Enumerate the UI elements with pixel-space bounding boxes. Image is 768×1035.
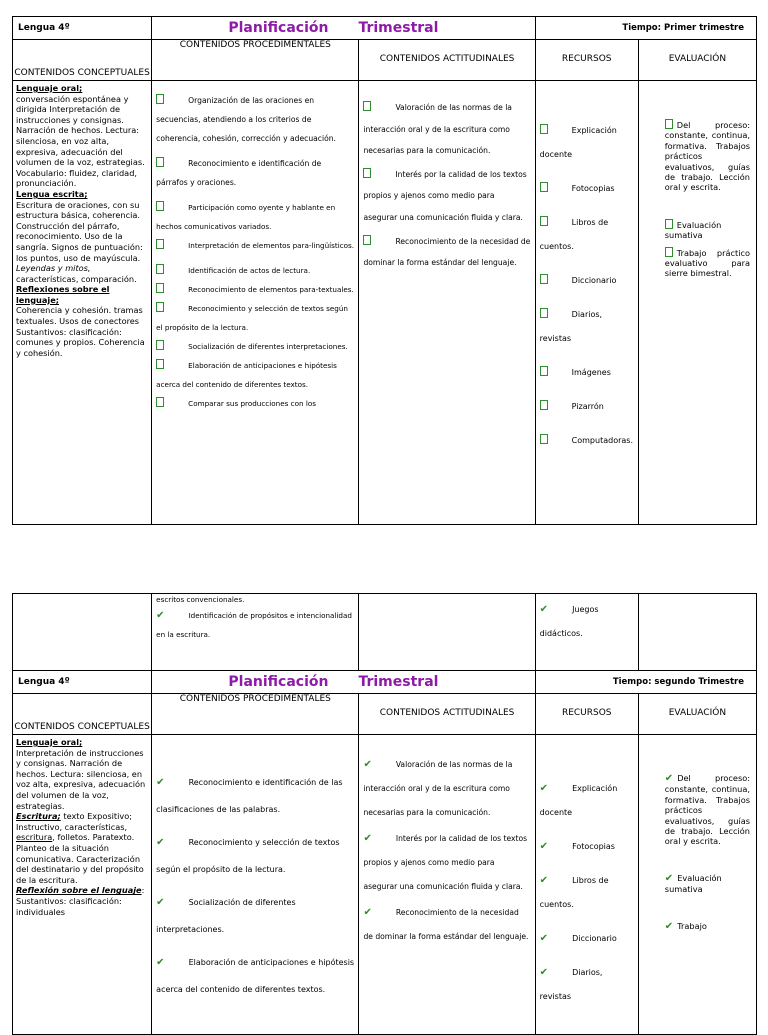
section-heading-reflexiones: Reflexiones sobre el lenguaje; <box>16 284 110 305</box>
col-header-attitudinal: CONTENIDOS ACTITUDINALES <box>359 40 535 81</box>
list-item: ✔ Fotocopias <box>539 841 615 852</box>
green-square-icon <box>156 359 164 369</box>
continuation-procedural-cell <box>152 594 359 671</box>
conceptual-content-cell <box>13 735 152 1035</box>
green-square-icon <box>665 247 673 257</box>
escritura-word: escritura <box>16 832 53 843</box>
list-item: Imágenes <box>540 361 634 385</box>
green-square-icon <box>156 201 164 211</box>
check-icon: ✔ <box>156 610 165 621</box>
list-item: Reconocimiento e identificación de párrafos y oraciones. <box>156 159 322 187</box>
green-square-icon <box>665 119 673 129</box>
subject-label: Lengua 4º <box>13 17 152 40</box>
table-title: Planificación Trimestral <box>152 17 535 40</box>
section-heading-oral: Lenguaje oral; <box>16 737 83 747</box>
check-icon: ✔ <box>664 773 674 784</box>
col-header-evaluation: EVALUACIÓN <box>638 40 756 81</box>
green-square-icon <box>540 434 548 444</box>
list-item: Explicación docente <box>539 126 617 159</box>
continuation-attitudinal-cell <box>359 594 535 671</box>
list-item: ✔ Reconocimiento y selección de textos según el propósito de la lectura. <box>156 837 340 874</box>
green-square-icon <box>363 235 371 245</box>
list-item: ✔ Diccionario <box>539 933 617 944</box>
check-icon: ✔ <box>156 897 165 908</box>
section-heading-escrita: Lengua escrita; <box>16 188 88 199</box>
list-item: ✔ Evaluación sumativa <box>664 872 722 895</box>
green-square-icon <box>540 366 548 376</box>
col-header-evaluation: EVALUACIÓN <box>638 694 756 735</box>
conceptual-content-cell <box>13 81 152 525</box>
list-item: Reconocimiento de la necesidad de dominar la forma estándar del lenguaje. <box>363 236 531 268</box>
col-header-resources: RECURSOS <box>535 40 638 81</box>
green-square-icon <box>540 274 548 284</box>
check-icon: ✔ <box>539 875 549 886</box>
planning-table-second-term <box>12 593 757 1035</box>
check-icon: ✔ <box>539 783 549 794</box>
green-square-icon <box>540 182 548 192</box>
oral-text: conversación espontánea y dirigida Interpretación de instrucciones y consignas. Narración de hechos. Lectura: silenciosa, en voz alta, expresiva, adecuación del volumen de la voz, estrategias. Vocabulario: fluidez, claridad, pronunciación. <box>16 93 145 189</box>
reflex-text: : Sustantivos: clasificación: individuales <box>16 885 145 917</box>
list-item: ✔ Libros de cuentos. <box>539 875 609 909</box>
reflex-text: Coherencia y cohesión. tramas textuales. Usos de conectores Sustantivos: clasificación: comunes y propios. Coherencia y cohesión. <box>16 305 145 358</box>
attitudinal-content-cell <box>359 81 535 525</box>
green-square-icon <box>156 239 164 249</box>
list-item: Pizarrón <box>540 395 634 419</box>
list-item: Comparar sus producciones con los <box>156 394 354 413</box>
escritura-text: texto Expositivo; Instructivo, características, <box>16 811 132 832</box>
green-square-icon <box>665 219 673 229</box>
continuation-conceptual-cell <box>13 594 152 671</box>
list-item: ✔ Socialización de diferentes interpretaciones. <box>156 897 296 934</box>
list-item: Reconocimiento y selección de textos según el propósito de la lectura. <box>156 304 348 332</box>
list-item: Participación como oyente y hablante en hechos comunicativos variados. <box>156 203 336 231</box>
check-icon: ✔ <box>156 777 165 788</box>
list-item: Interpretación de elementos para-lingüísticos. <box>156 236 354 255</box>
list-item: Identificación de actos de lectura. <box>156 261 354 280</box>
col-header-conceptual: CONTENIDOS CONCEPTUALES <box>13 694 152 735</box>
check-icon: ✔ <box>664 872 674 884</box>
col-header-conceptual: CONTENIDOS CONCEPTUALES <box>13 40 152 81</box>
procedural-content-cell <box>152 81 359 525</box>
list-item: Diarios, revistas <box>539 310 603 343</box>
table-title: Planificación Trimestral <box>152 671 536 694</box>
check-icon: ✔ <box>363 759 372 770</box>
list-item: Trabajo práctico evaluativo para sierre bimestral. <box>664 247 750 279</box>
list-item: Fotocopias <box>540 177 634 201</box>
list-item: ✔ Reconocimiento e identificación de las clasificaciones de las palabras. <box>156 777 343 814</box>
green-square-icon <box>540 400 548 410</box>
col-header-procedural: CONTENIDOS PROCEDIMENTALES <box>152 694 359 735</box>
list-item: Organización de las oraciones en secuencias, atendiendo a los criterios de coherencia, cohesión, corrección y adecuación. <box>156 96 336 143</box>
list-item: ✔ Del proceso: constante, continua, formativa. Trabajos prácticos evaluativos, guías de trabajo. Lección oral y escrita. <box>664 773 750 847</box>
check-icon: ✔ <box>156 957 165 968</box>
section-heading-oral: Lenguaje oral; <box>16 83 83 93</box>
list-item: ✔ Elaboración de anticipaciones e hipótesis acerca del contenido de diferentes textos. <box>156 957 355 994</box>
list-item: Interés por la calidad de los textos propios y ajenos como medio para asegurar una comunicación fluida y clara. <box>363 169 527 222</box>
list-item: Evaluación sumativa <box>664 219 722 241</box>
time-label: Tiempo: Primer trimestre <box>535 17 756 40</box>
list-item: ✔ Juegos didácticos. <box>539 604 599 638</box>
check-icon: ✔ <box>539 967 549 978</box>
list-item: Libros de cuentos. <box>539 218 609 251</box>
leyendas-label: Leyendas y mitos, <box>16 263 91 274</box>
oral-text: Interpretación de instrucciones y consignas. Narración de hechos. Lectura: silenciosa, en voz alta, expresiva, adecuación del volumen de la voz, estrategias. <box>16 747 146 811</box>
time-label: Tiempo: segundo Trimestre <box>535 671 756 694</box>
green-square-icon <box>156 302 164 312</box>
green-square-icon <box>156 157 164 167</box>
col-header-resources: RECURSOS <box>535 694 638 735</box>
list-item: ✔ Trabajo <box>664 920 707 932</box>
section-heading-escritura: Escritura; <box>16 811 61 822</box>
green-square-icon <box>363 101 371 111</box>
list-item: ✔ Interés por la calidad de los textos propios y ajenos como medio para asegurar una comunicación fluida y clara. <box>363 833 528 891</box>
escritura-text-2: , folletos. Paratexto. Planteo de la situación comunicativa. Caracterización del destinatario y del propósito de la escritura. <box>16 832 144 885</box>
check-icon: ✔ <box>664 920 674 932</box>
list-item: Diccionario <box>540 269 634 293</box>
green-square-icon <box>363 168 371 178</box>
green-square-icon <box>156 264 164 274</box>
continuation-evaluation-cell <box>638 594 756 671</box>
subject-label: Lengua 4º <box>13 671 152 694</box>
list-item: ✔ Reconocimiento de la necesidad de dominar la forma estándar del lenguaje. <box>363 907 529 941</box>
list-item: ✔ Diarios, revistas <box>539 967 603 1001</box>
resources-cell <box>535 735 638 1035</box>
green-square-icon <box>540 216 548 226</box>
list-item: Elaboración de anticipaciones e hipótesis acerca del contenido de diferentes textos. <box>156 361 337 389</box>
planning-table-first-term <box>12 16 757 525</box>
evaluation-cell <box>638 735 756 1035</box>
check-icon: ✔ <box>539 841 549 852</box>
list-item: Socialización de diferentes interpretaciones. <box>156 337 354 356</box>
list-item: Reconocimiento de elementos para-textuales. <box>156 280 354 299</box>
col-header-procedural: CONTENIDOS PROCEDIMENTALES <box>152 40 359 81</box>
attitudinal-content-cell <box>359 735 535 1035</box>
continuation-line: escritos convencionales. <box>156 595 245 604</box>
green-square-icon <box>156 340 164 350</box>
check-icon: ✔ <box>539 604 549 615</box>
list-item: ✔ Explicación docente <box>539 783 618 817</box>
list-item: ✔ Valoración de las normas de la interacción oral y de la escritura como necesarias para la comunicación. <box>363 759 513 817</box>
list-item: Valoración de las normas de la interacción oral y de la escritura como necesarias para la comunicación. <box>363 103 512 156</box>
green-square-icon <box>540 124 548 134</box>
green-square-icon <box>156 283 164 293</box>
green-square-icon <box>156 397 164 407</box>
green-square-icon <box>156 94 164 104</box>
check-icon: ✔ <box>363 833 372 844</box>
green-square-icon <box>540 308 548 318</box>
evaluation-cell <box>638 81 756 525</box>
list-item: Computadoras. <box>540 429 634 453</box>
resources-cell <box>535 81 638 525</box>
continuation-resources-cell <box>535 594 638 671</box>
col-header-attitudinal: CONTENIDOS ACTITUDINALES <box>359 694 535 735</box>
escrita-text: Escritura de oraciones, con su estructura básica, coherencia. Construcción del párrafo, reconocimiento. Uso de la sangría. Signos de puntuación: los puntos, uso de mayúscula. <box>16 199 143 263</box>
check-icon: ✔ <box>156 837 165 848</box>
list-item: ✔ Identificación de propósitos e intencionalidad en la escritura. <box>156 610 352 639</box>
check-icon: ✔ <box>539 933 549 944</box>
procedural-content-cell <box>152 735 359 1035</box>
section-heading-reflexion: Reflexión sobre el lenguaje <box>16 885 142 896</box>
leyendas-text: características, comparación. <box>16 273 137 284</box>
list-item: Del proceso: constante, continua, formativa. Trabajos prácticos evaluativos, guías de trabajo. Lección oral y escrita. <box>664 120 750 193</box>
check-icon: ✔ <box>363 907 372 918</box>
